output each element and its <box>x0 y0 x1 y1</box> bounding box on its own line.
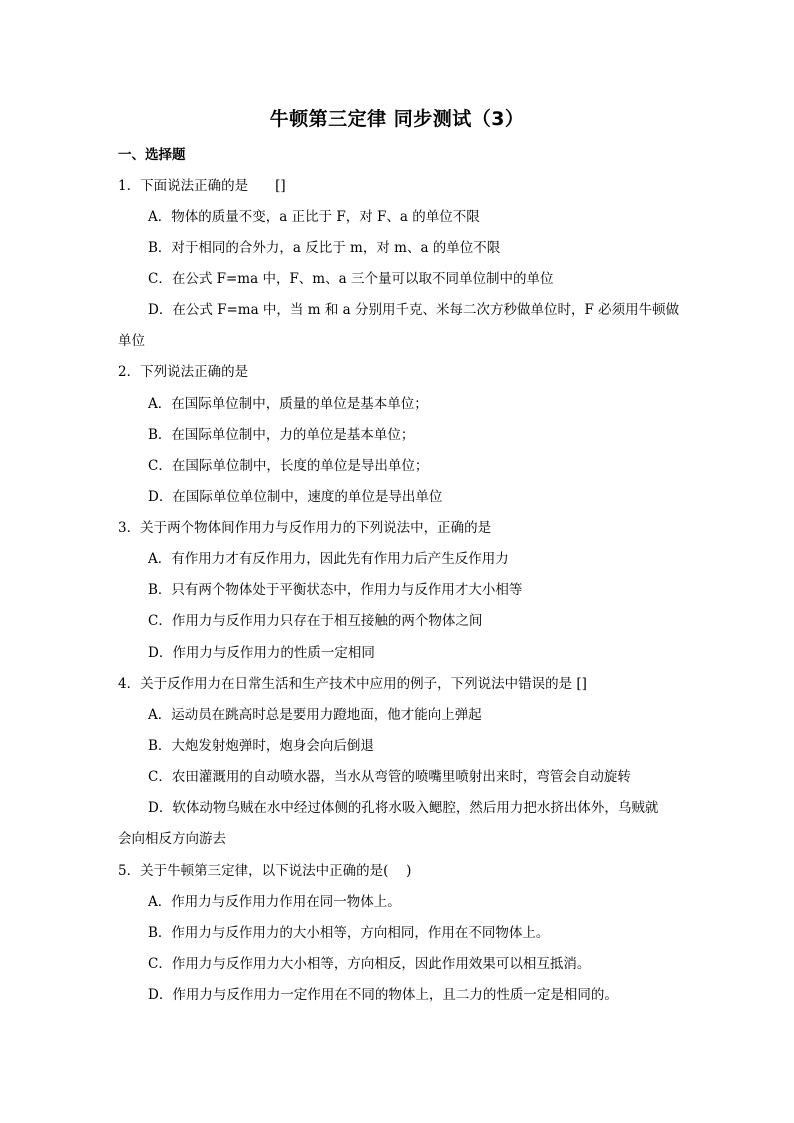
question-5-stem: 5．关于牛顿第三定律，以下说法中正确的是( ) <box>118 863 412 879</box>
question-4-stem: 4．关于反作用力在日常生活和生产技术中应用的例子，下列说法中错误的是 [] <box>118 676 587 692</box>
question-3-stem: 3．关于两个物体间作用力与反作用力的下列说法中，正确的是 <box>118 520 492 536</box>
question-4-option-d-continued: 会向相反方向游去 <box>118 831 226 847</box>
question-3-option-c: C．作用力与反作用力只存在于相互接触的两个物体之间 <box>148 613 483 629</box>
question-1-option-c: C．在公式 F=ma 中，F、m、a 三个量可以取不同单位制中的单位 <box>148 271 554 287</box>
question-3-option-b: B．只有两个物体处于平衡状态中，作用力与反作用才大小相等 <box>148 582 523 598</box>
question-3-option-a: A．有作用力才有反作用力，因此先有作用力后产生反作用力 <box>148 551 509 567</box>
question-4-option-b: B．大炮发射炮弹时，炮身会向后倒退 <box>148 738 374 754</box>
question-4-option-c: C．农田灌溉用的自动喷水器，当水从弯管的喷嘴里喷射出来时，弯管会自动旋转 <box>148 769 631 785</box>
question-2-option-a: A．在国际单位制中，质量的单位是基本单位； <box>148 396 428 412</box>
question-3-option-d: D．作用力与反作用力的性质一定相同 <box>148 645 375 661</box>
question-2-option-d: D．在国际单位单位制中，速度的单位是导出单位 <box>148 489 443 505</box>
section-heading: 一、选择题 <box>118 147 186 163</box>
question-2-stem: 2．下列说法正确的是 <box>118 364 249 380</box>
question-1-option-a: A．物体的质量不变，a 正比于 F，对 F、a 的单位不限 <box>148 209 480 225</box>
question-5-option-c: C．作用力与反作用力大小相等，方向相反，因此作用效果可以相互抵消。 <box>148 956 591 972</box>
question-5-option-b: B．作用力与反作用力的大小相等，方向相同，作用在不同物体上。 <box>148 925 550 941</box>
question-2-option-b: B．在国际单位制中，力的单位是基本单位； <box>148 427 415 443</box>
question-1-stem: 1．下面说法正确的是 [] <box>118 178 286 194</box>
question-4-option-d: D．软体动物乌贼在水中经过体侧的孔将水吸入鳃腔，然后用力把水挤出体外，乌贼就 <box>148 800 659 816</box>
question-2-option-c: C．在国际单位制中，长度的单位是导出单位； <box>148 458 429 474</box>
page-title: 牛顿第三定律 同步测试（3） <box>269 108 525 130</box>
question-4-option-a: A．运动员在跳高时总是要用力蹬地面，他才能向上弹起 <box>148 707 482 723</box>
question-5-option-a: A．作用力与反作用力作用在同一物体上。 <box>148 894 401 910</box>
question-1-option-d-continued: 单位 <box>118 333 145 349</box>
question-5-option-d: D．作用力与反作用力一定作用在不同的物体上，且二力的性质一定是相同的。 <box>148 987 618 1003</box>
question-1-option-b: B．对于相同的合外力，a 反比于 m，对 m、a 的单位不限 <box>148 240 501 256</box>
question-1-option-d: D．在公式 F=ma 中，当 m 和 a 分别用千克、米每二次方秒做单位时，F 必须用牛顿做 <box>148 302 680 318</box>
